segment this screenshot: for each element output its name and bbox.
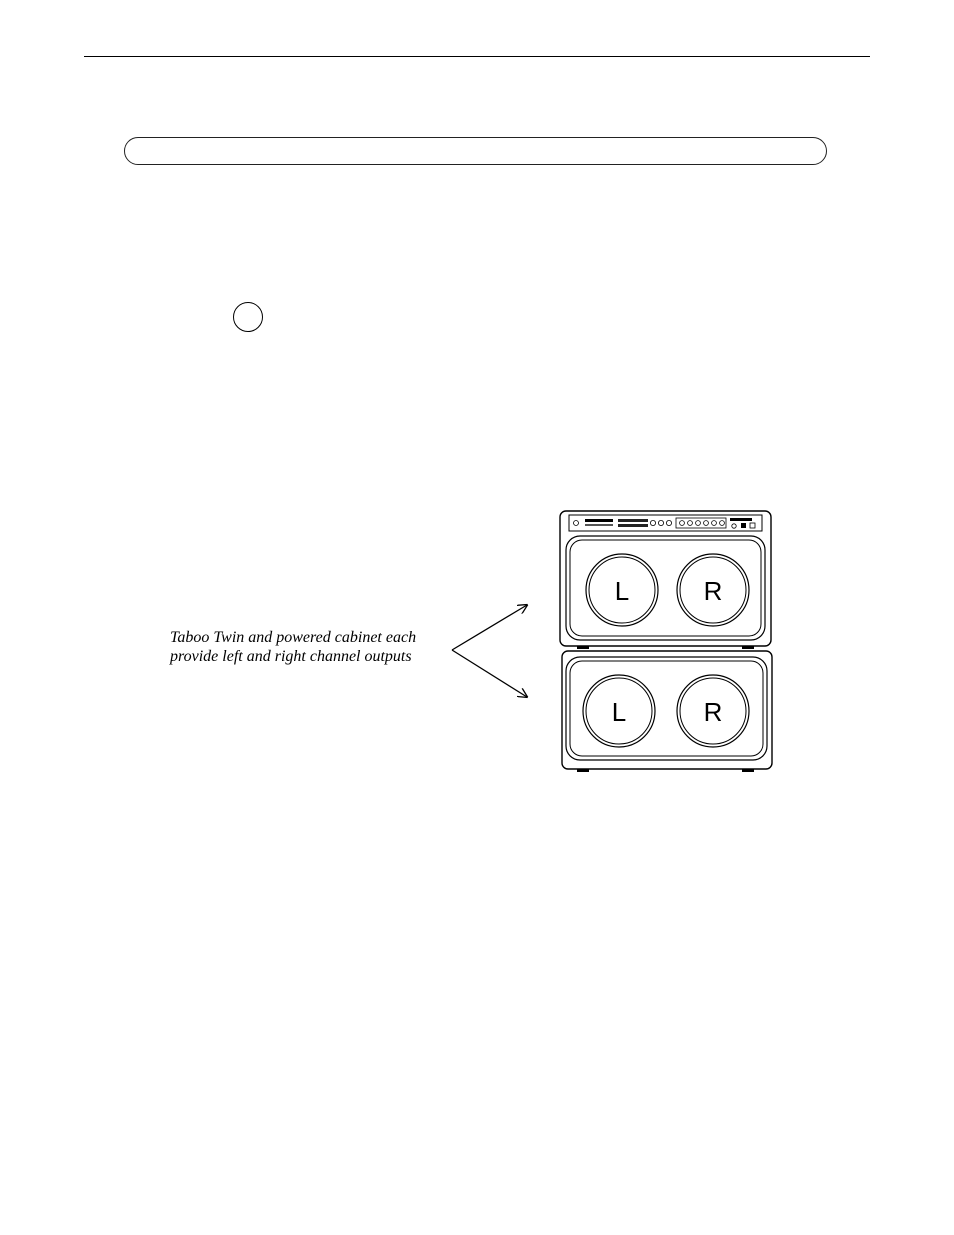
callout-arrows (452, 605, 527, 697)
amp-left-label: L (614, 576, 630, 606)
control-panel (569, 515, 762, 531)
caption-line-1: Taboo Twin and powered cabinet each (170, 629, 417, 646)
arrow-to-cabinet (452, 650, 527, 697)
powered-cabinet-unit (562, 651, 772, 772)
caption-line-2: provide left and right channel outputs (170, 648, 412, 665)
arrow-to-amp (452, 605, 527, 650)
cabinet-left-label: L (611, 697, 627, 727)
amp-right-label: R (703, 576, 723, 606)
cabinet-right-label: R (703, 697, 723, 727)
amp-head-unit (560, 511, 771, 649)
